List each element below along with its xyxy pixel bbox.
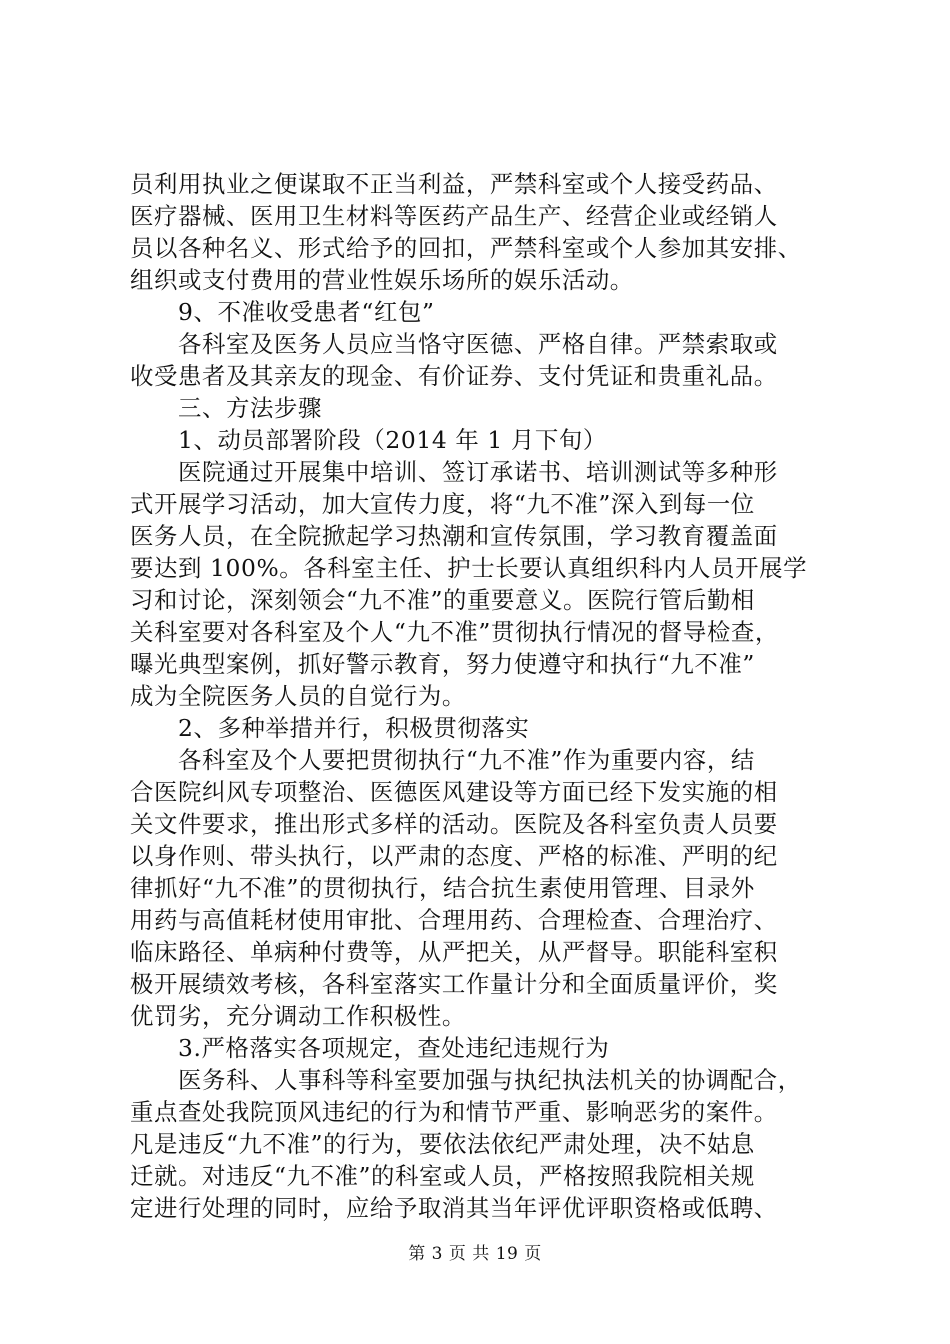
text-line: 临床路径、单病种付费等，从严把关，从严督导。职能科室积 bbox=[130, 938, 778, 966]
text-line: 极开展绩效考核，各科室落实工作量计分和全面质量评价，奖 bbox=[130, 970, 778, 998]
text-line: 各科室及个人要把贯彻执行“九不准”作为重要内容，结 bbox=[178, 746, 755, 774]
text-line: 曝光典型案例，抓好警示教育，努力使遵守和执行“九不准” bbox=[130, 650, 755, 678]
text-line: 收受患者及其亲友的现金、有价证券、支付凭证和贵重礼品。 bbox=[130, 362, 778, 390]
text-line: 以身作则、带头执行，以严肃的态度、严格的标准、严明的纪 bbox=[130, 842, 778, 870]
document-body bbox=[130, 168, 840, 1224]
text-line: 凡是违反“九不准”的行为，要依法依纪严肃处理，决不姑息 bbox=[130, 1130, 755, 1158]
section-heading: 3.严格落实各项规定，查处违纪违规行为 bbox=[178, 1034, 610, 1062]
text-line: 要达到 100%。各科室主任、护士长要认真组织科内人员开展学 bbox=[130, 554, 808, 582]
text-line: 员利用执业之便谋取不正当利益，严禁科室或个人接受药品、 bbox=[130, 170, 778, 198]
text-line: 医务科、人事科等科室要加强与执纪执法机关的协调配合， bbox=[178, 1066, 802, 1094]
text-line: 用药与高值耗材使用审批、合理用药、合理检查、合理治疗、 bbox=[130, 906, 778, 934]
text-line: 律抓好“九不准”的贯彻执行，结合抗生素使用管理、目录外 bbox=[130, 874, 755, 902]
text-line: 习和讨论，深刻领会“九不准”的重要意义。医院行管后勤相 bbox=[130, 586, 755, 614]
text-line: 式开展学习活动，加大宣传力度，将“九不准”深入到每一位 bbox=[130, 490, 755, 518]
text-line: 员以各种名义、形式给予的回扣，严禁科室或个人参加其安排、 bbox=[130, 234, 802, 262]
text-line: 优罚劣，充分调动工作积极性。 bbox=[130, 1002, 466, 1030]
section-heading: 9、不准收受患者“红包” bbox=[178, 298, 435, 326]
text-line: 医疗器械、医用卫生材料等医药产品生产、经营企业或经销人 bbox=[130, 202, 778, 230]
text-line: 关科室要对各科室及个人“九不准”贯彻执行情况的督导检查， bbox=[130, 618, 779, 646]
text-line: 合医院纠风专项整治、医德医风建设等方面已经下发实施的相 bbox=[130, 778, 778, 806]
text-line: 迁就。对违反“九不准”的科室或人员，严格按照我院相关规 bbox=[130, 1162, 755, 1190]
page-number-footer: 第 3 页 共 19 页 bbox=[408, 1244, 542, 1264]
text-line: 重点查处我院顶风违纪的行为和情节严重、影响恶劣的案件。 bbox=[130, 1098, 778, 1126]
text-line: 组织或支付费用的营业性娱乐场所的娱乐活动。 bbox=[130, 266, 634, 294]
section-heading: 三、方法步骤 bbox=[178, 394, 322, 422]
text-line: 医院通过开展集中培训、签订承诺书、培训测试等多种形 bbox=[178, 458, 778, 486]
text-line: 医务人员，在全院掀起学习热潮和宣传氛围，学习教育覆盖面 bbox=[130, 522, 778, 550]
text-line: 成为全院医务人员的自觉行为。 bbox=[130, 682, 466, 710]
text-line: 关文件要求，推出形式多样的活动。医院及各科室负责人员要 bbox=[130, 810, 778, 838]
section-heading: 1、动员部署阶段（2014 年 1 月下旬） bbox=[178, 426, 607, 454]
text-line: 定进行处理的同时，应给予取消其当年评优评职资格或低聘、 bbox=[130, 1194, 778, 1222]
section-heading: 2、多种举措并行，积极贯彻落实 bbox=[178, 714, 530, 742]
text-line: 各科室及医务人员应当恪守医德、严格自律。严禁索取或 bbox=[178, 330, 778, 358]
